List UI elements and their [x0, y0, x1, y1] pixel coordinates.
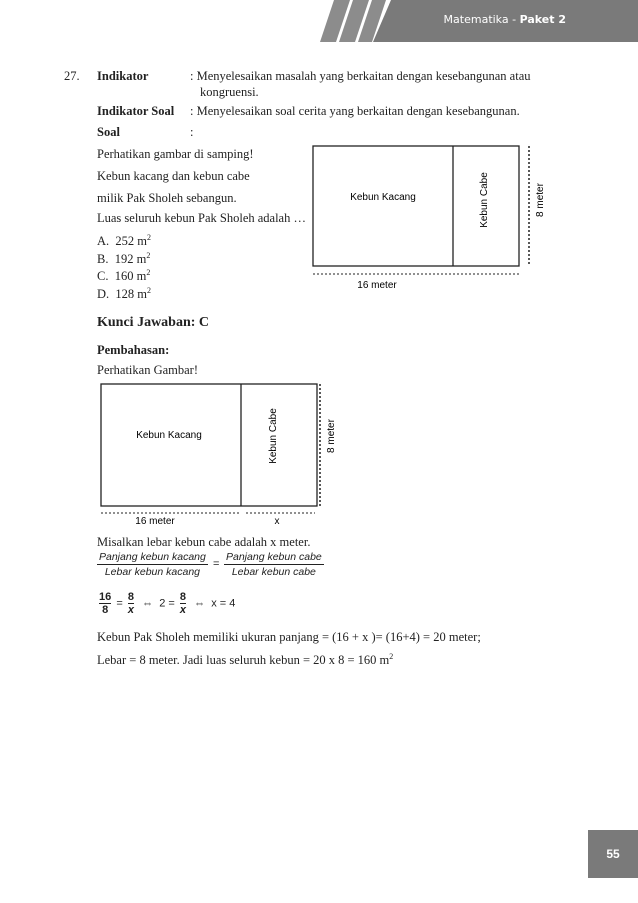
indikator-text-line1: : Menyelesaikan masalah yang berkaitan dengan kesebangunan atau	[190, 69, 531, 83]
solution-line1: Misalkan lebar kebun cabe adalah x meter.	[97, 535, 311, 549]
label-height: 8 meter	[535, 183, 546, 217]
answer-key: Kunci Jawaban: C	[97, 315, 210, 330]
option-d: D. 128 $m^2$	[97, 285, 152, 301]
indikator-soal-label: Indikator Soal	[97, 104, 175, 118]
indikator-label: Indikator	[97, 69, 149, 83]
ratio-right-denominator: Lebar kebun cabe	[231, 566, 316, 578]
soal-body-line3: milik Pak Sholeh sebangun.	[97, 191, 237, 205]
soal-body-line1: Perhatikan gambar di samping!	[97, 147, 254, 161]
proportion-equation: $\frac{16}{8}$ = $\frac{8}{x}$ ⇔ 2 = $\frac{8}{x}$ ⇔ x = 4	[99, 591, 236, 616]
ratio-left-numerator: Panjang kebun kacang	[99, 551, 206, 563]
indikator-text-line2: kongruensi.	[200, 85, 259, 99]
ratio-left	[97, 551, 208, 578]
garden-figure-question	[305, 138, 555, 298]
soal-colon: :	[190, 125, 194, 139]
page-number: 55	[588, 830, 638, 878]
pembahasan-label: Pembahasan:	[97, 343, 170, 357]
label-height-2: 8 meter	[326, 419, 337, 453]
soal-body-line4: Luas seluruh kebun Pak Sholeh adalah …	[97, 211, 306, 225]
header-package: Paket 2	[519, 13, 566, 26]
header-title	[444, 13, 566, 26]
soal-label: Soal	[97, 125, 120, 139]
ratio-right	[224, 551, 324, 578]
label-width-2: 16 meter	[135, 516, 175, 527]
label-x: x	[274, 516, 280, 527]
option-c: C. 160 $m^2$	[97, 267, 151, 283]
ratio-right-numerator: Panjang kebun cabe	[226, 551, 322, 563]
garden-figure-solution	[93, 378, 353, 528]
question-number: 27.	[64, 69, 80, 83]
ratio-left-denominator: Lebar kebun kacang	[104, 566, 200, 578]
solution-line2: Kebun Pak Sholeh memiliki ukuran panjang = (16 + x )= (16+4) = 20 meter;	[97, 630, 481, 644]
label-width: 16 meter	[357, 280, 397, 291]
label-kebun-cabe-2: Kebun Cabe	[268, 408, 279, 464]
ratio-equals: =	[213, 558, 220, 570]
header-subject: Matematika -	[443, 13, 520, 26]
soal-body-line2: Kebun kacang dan kebun cabe	[97, 169, 250, 183]
garden-outer-rect-2	[101, 384, 317, 506]
option-a: A. 252 $m^2$	[97, 232, 152, 248]
solution-line3: Lebar = 8 meter. Jadi luas seluruh kebun = 20 x 8 = 160 $m^2$	[97, 651, 394, 667]
option-b: B. 192 $m^2$	[97, 250, 151, 266]
label-kebun-kacang-2: Kebun Kacang	[136, 430, 202, 441]
label-kebun-kacang: Kebun Kacang	[350, 192, 416, 203]
pembahasan-intro: Perhatikan Gambar!	[97, 363, 199, 377]
indikator-soal-text: : Menyelesaikan soal cerita yang berkaitan dengan kesebangunan.	[190, 104, 520, 118]
label-kebun-cabe: Kebun Cabe	[479, 172, 490, 228]
